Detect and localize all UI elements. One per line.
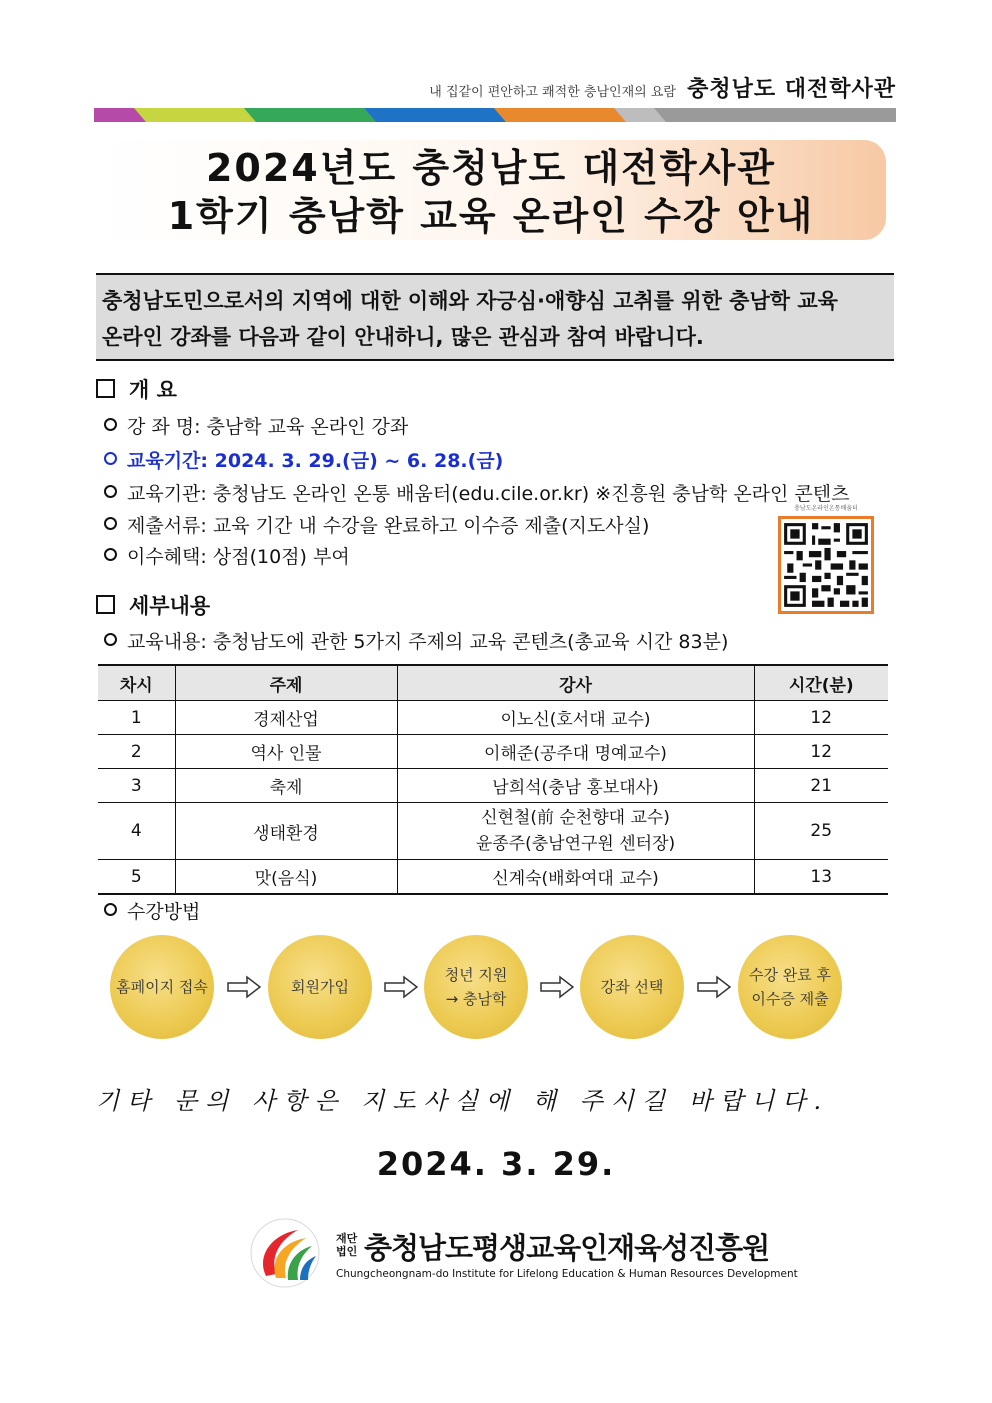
- table-row: 4 생태환경 신현철(前 순천향대 교수) 윤종주(충남연구원 센터장) 25: [98, 803, 888, 860]
- circle-bullet-icon: [104, 452, 117, 465]
- organization-logo: [248, 1216, 322, 1290]
- lecturer-cell-two-lines: 신현철(前 순천향대 교수) 윤종주(충남연구원 센터장): [397, 803, 754, 860]
- course-table: [98, 664, 888, 895]
- decorative-color-stripe: [94, 108, 896, 122]
- overview-heading: 개 요: [96, 374, 177, 404]
- table-row: 1 경제산업 이노신(호서대 교수) 12: [98, 701, 888, 735]
- organization-name: 충청남도평생교육인재육성진흥원: [364, 1231, 770, 1265]
- intro-line-2: 온라인 강좌를 다음과 같이 안내하니, 많은 관심과 참여 바랍니다.: [102, 325, 704, 349]
- intro-line-1: 충청남도민으로서의 지역에 대한 이해와 자긍심·애향심 고취를 위한 충남학 교육: [102, 289, 838, 313]
- step-youth-support: 청년 지원 → 충남학: [424, 935, 528, 1039]
- overview-item-provider: 교육기관: 충청남도 온라인 온통 배움터(edu.cile.or.kr) ※진흥원 충남학 온라인 콘텐츠: [104, 479, 850, 506]
- table-row: 5 맛(음식) 신계숙(배화여대 교수) 13: [98, 860, 888, 895]
- circle-bullet-icon: [104, 485, 117, 498]
- step-submit-certificate: 수강 완료 후 이수증 제출: [738, 935, 842, 1039]
- qr-code[interactable]: [778, 516, 874, 614]
- circle-bullet-icon: [104, 517, 117, 530]
- arrow-right-icon: [227, 975, 261, 999]
- checkbox-square-icon: [96, 595, 115, 614]
- step-signup: 회원가입: [268, 935, 372, 1039]
- circle-bullet-icon: [104, 418, 117, 431]
- arrow-right-icon: [540, 975, 574, 999]
- org-legal-prefix: 재단 법인: [336, 1232, 358, 1258]
- arrow-right-icon: [384, 975, 418, 999]
- overview-item-course-name: 강 좌 명: 충남학 교육 온라인 강좌: [104, 412, 408, 439]
- step-select-course: 강좌 선택: [580, 935, 684, 1039]
- circle-bullet-icon: [104, 548, 117, 561]
- organization-name-english: Chungcheongnam-do Institute for Lifelong Education & Human Resources Development: [336, 1268, 798, 1280]
- header-slogan: [429, 72, 896, 103]
- table-header-row: [98, 665, 888, 701]
- qr-code-icon: [781, 519, 871, 611]
- method-label: 수강방법: [104, 897, 200, 924]
- title-line-1: 2024년도 충청남도 대전학사관: [205, 146, 776, 190]
- circle-bullet-icon: [104, 633, 117, 646]
- overview-item-benefit: 이수혜택: 상점(10점) 부여: [104, 542, 350, 569]
- column-header: 주제: [175, 665, 397, 701]
- intro-box: [96, 273, 894, 361]
- title-box: [96, 140, 886, 240]
- slogan-text: 내 집같이 편안하고 쾌적한 충남인재의 요람: [429, 85, 676, 100]
- column-header: 차시: [98, 665, 175, 701]
- overview-item-period: 교육기간: 2024. 3. 29.(금) ~ 6. 28.(금): [104, 446, 503, 473]
- details-content: 교육내용: 충청남도에 관한 5가지 주제의 교육 콘텐츠(총교육 시간 83분): [104, 627, 728, 654]
- table-row: 3 축제 남희석(충남 홍보대사) 21: [98, 769, 888, 803]
- column-header: 강사: [397, 665, 754, 701]
- footer-note: 기타 문의 사항은 지도사실에 해 주시길 바랍니다.: [96, 1087, 830, 1115]
- circle-bullet-icon: [104, 903, 117, 916]
- title-line-2: 1학기 충남학 교육 온라인 수강 안내: [167, 194, 815, 238]
- institution-name: 충청남도 대전학사관: [687, 77, 896, 102]
- column-header: 시간(분): [754, 665, 888, 701]
- overview-item-documents: 제출서류: 교육 기간 내 수강을 완료하고 이수증 제출(지도사실): [104, 511, 649, 538]
- qr-caption: 충남도온라인온통배움터: [794, 505, 858, 512]
- details-heading: 세부내용: [96, 590, 210, 620]
- table-row: 2 역사 인물 이해준(공주대 명예교수) 12: [98, 735, 888, 769]
- footer-date: 2024. 3. 29.: [376, 1145, 616, 1183]
- arrow-right-icon: [697, 975, 731, 999]
- checkbox-square-icon: [96, 379, 115, 398]
- step-homepage: 홈페이지 접속: [110, 935, 214, 1039]
